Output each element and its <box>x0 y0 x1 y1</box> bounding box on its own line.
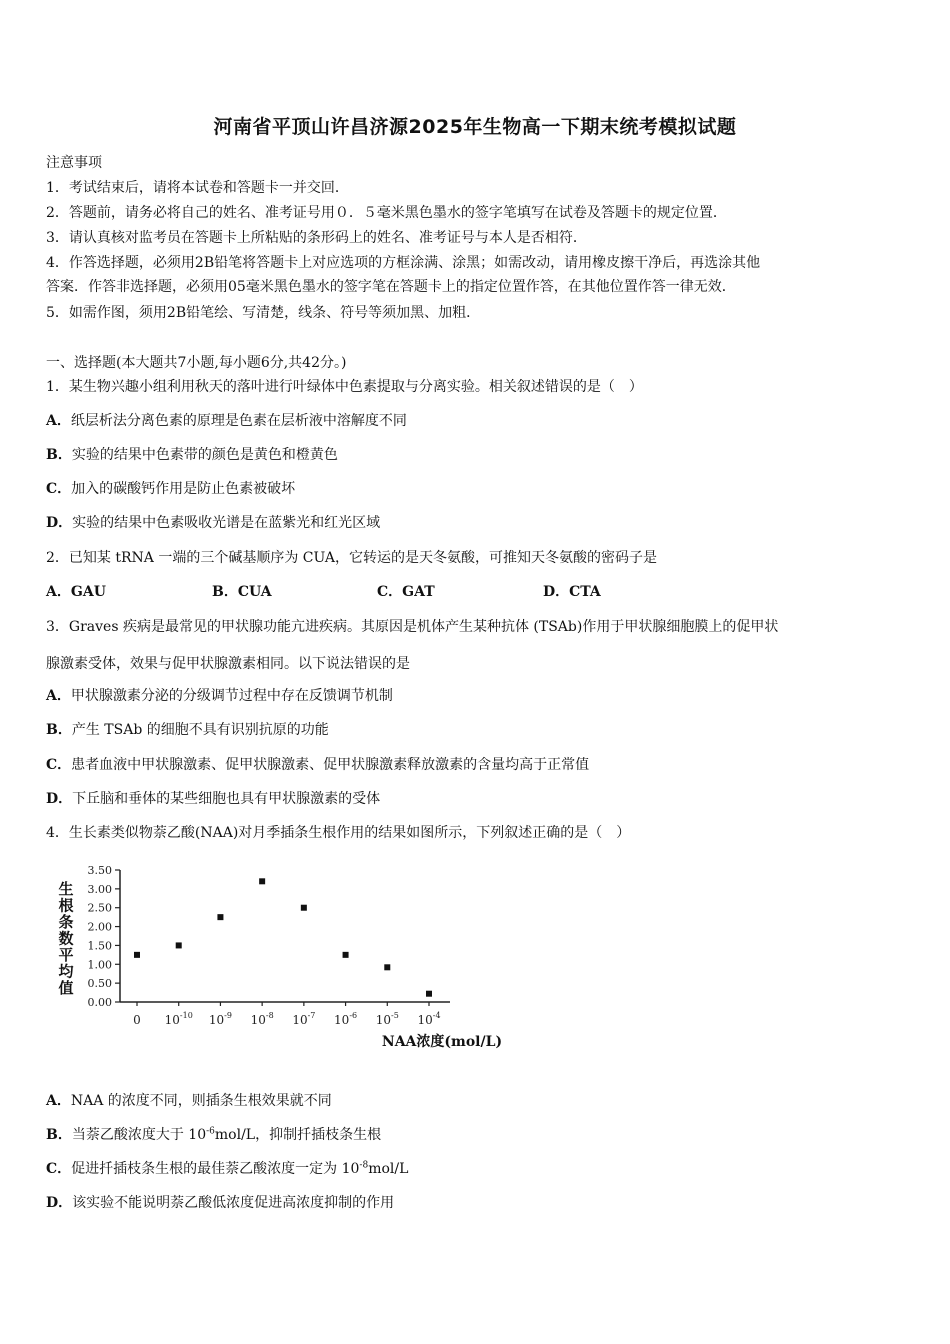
q4-option-d[interactable]: D．该实验不能说明萘乙酸低浓度促进高浓度抑制的作用 <box>46 1195 395 1211</box>
y-tick-label: 0.00 <box>87 996 112 1009</box>
q1-stem: 1．某生物兴趣小组利用秋天的落叶进行叶绿体中色素提取与分离实验。相关叙述错误的是（ ） <box>46 379 643 395</box>
notice-item-1: 1．考试结束后，请将本试卷和答题卡一并交回． <box>46 180 349 196</box>
x-tick-label: 0 <box>133 1013 141 1027</box>
x-axis-label: NAA浓度(mol/L) <box>381 1034 503 1050</box>
notice-item-2: 2．答题前，请务必将自己的姓名、准考证号用０．５毫米黑色墨水的签字笔填写在试卷及答题卡的规定位置． <box>46 205 727 221</box>
chart-plot-area <box>58 864 502 1050</box>
notice-item-5: 5．如需作图，须用2B铅笔绘、写清楚，线条、符号等须加黑、加粗． <box>46 305 481 321</box>
x-tick-label: $10^{-7}$ <box>292 1011 316 1027</box>
q2-option-a[interactable]: A．GAU <box>46 584 106 600</box>
y-tick-label: 3.50 <box>87 864 112 877</box>
q4-option-b[interactable]: B．当萘乙酸浓度大于 $10^{-6}mol/L$，抑制扦插枝条生根 <box>46 1126 382 1143</box>
q1-option-d[interactable]: D．实验的结果中色素吸收光谱是在蓝紫光和红光区域 <box>46 515 381 531</box>
y-tick-label: 1.00 <box>87 958 112 972</box>
q3-stem-line2: 腺激素受体，效果与促甲状腺激素相同。以下说法错误的是 <box>46 656 410 672</box>
section-heading: 一、选择题(本大题共7小题,每小题6分,共42分。) <box>46 355 347 371</box>
q4-option-c[interactable]: C．促进扦插枝条生根的最佳萘乙酸浓度一定为 $10^{-8}mol/L$ <box>46 1160 409 1177</box>
data-point <box>259 878 265 884</box>
y-tick-label: 2.50 <box>87 901 112 915</box>
q2-option-b[interactable]: B．CUA <box>212 584 272 600</box>
q1-option-c[interactable]: C．加入的碳酸钙作用是防止色素被破坏 <box>46 481 296 497</box>
data-point <box>426 991 432 997</box>
notice-heading: 注意事项 <box>46 155 102 171</box>
q3-option-d[interactable]: D．下丘脑和垂体的某些细胞也具有甲状腺激素的受体 <box>46 791 381 807</box>
q2-option-c[interactable]: C．GAT <box>377 584 435 600</box>
y-axis-label-char: 数 <box>58 929 74 948</box>
x-tick-label: $10^{-4}$ <box>417 1011 441 1027</box>
data-point <box>384 964 390 970</box>
q3-stem-line1: 3．Graves 疾病是最常见的甲状腺功能亢进疾病。其原因是机体产生某种抗体 (TSAb)作用于甲状腺细胞膜上的促甲状 <box>46 619 779 635</box>
y-axis-label-char: 根 <box>58 896 74 915</box>
notice-item-4: 4．作答选择题，必须用2B铅笔将答题卡上对应选项的方框涂满、涂黑；如需改动，请用橡皮擦干净后，再选涂其他 <box>46 255 761 271</box>
q3-option-c[interactable]: C．患者血液中甲状腺激素、促甲状腺激素、促甲状腺激素释放激素的含量均高于正常值 <box>46 757 590 773</box>
notice-item-4-cont: 答案．作答非选择题，必须用05毫米黑色墨水的签字笔在答题卡上的指定位置作答，在其他位置作答一律无效． <box>46 279 736 295</box>
q1-option-b[interactable]: B．实验的结果中色素带的颜色是黄色和橙黄色 <box>46 447 338 463</box>
data-point <box>217 914 223 920</box>
q2-stem: 2．已知某 tRNA 一端的三个碱基顺序为 CUA，它转运的是天冬氨酸，可推知天冬氨酸的密码子是 <box>46 550 657 566</box>
q3-option-a[interactable]: A．甲状腺激素分泌的分级调节过程中存在反馈调节机制 <box>46 688 393 704</box>
q4-option-a[interactable]: A．NAA 的浓度不同，则插条生根效果就不同 <box>46 1093 332 1109</box>
notice-item-3: 3．请认真核对监考员在答题卡上所粘贴的条形码上的姓名、准考证号与本人是否相符． <box>46 230 587 246</box>
x-tick-label: $10^{-8}$ <box>250 1011 274 1027</box>
q4-stem: 4．生长素类似物萘乙酸(NAA)对月季插条生根作用的结果如图所示，下列叙述正确的是（ ） <box>46 825 631 841</box>
x-tick-label: $10^{-5}$ <box>375 1011 399 1027</box>
q3-option-b[interactable]: B．产生 TSAb 的细胞不具有识别抗原的功能 <box>46 722 329 738</box>
x-tick-label: $10^{-9}$ <box>208 1011 232 1027</box>
y-axis-label-char: 值 <box>58 979 74 997</box>
y-tick-label: 2.00 <box>87 920 112 934</box>
x-tick-label: $10^{-6}$ <box>334 1011 358 1027</box>
page-title: 河南省平顶山许昌济源2025年生物高一下期末统考模拟试题 <box>213 116 737 138</box>
y-axis-label-char: 平 <box>58 946 74 964</box>
q1-option-a[interactable]: A．纸层析法分离色素的原理是色素在层析液中溶解度不同 <box>46 413 407 429</box>
y-axis-label-char: 均 <box>58 962 74 981</box>
data-point <box>134 952 140 958</box>
y-tick-label: 3.00 <box>87 882 112 896</box>
naa-rooting-chart <box>46 852 526 1057</box>
x-tick-label: $10^{-10}$ <box>164 1011 193 1027</box>
y-tick-label: 1.50 <box>87 939 112 953</box>
q2-option-d[interactable]: D．CTA <box>543 584 601 600</box>
y-axis-label-char: 条 <box>58 913 74 931</box>
data-point <box>176 942 182 948</box>
data-point <box>343 952 349 958</box>
y-axis-label-char: 生 <box>58 880 74 898</box>
data-point <box>301 905 307 911</box>
y-tick-label: 0.50 <box>87 977 112 991</box>
